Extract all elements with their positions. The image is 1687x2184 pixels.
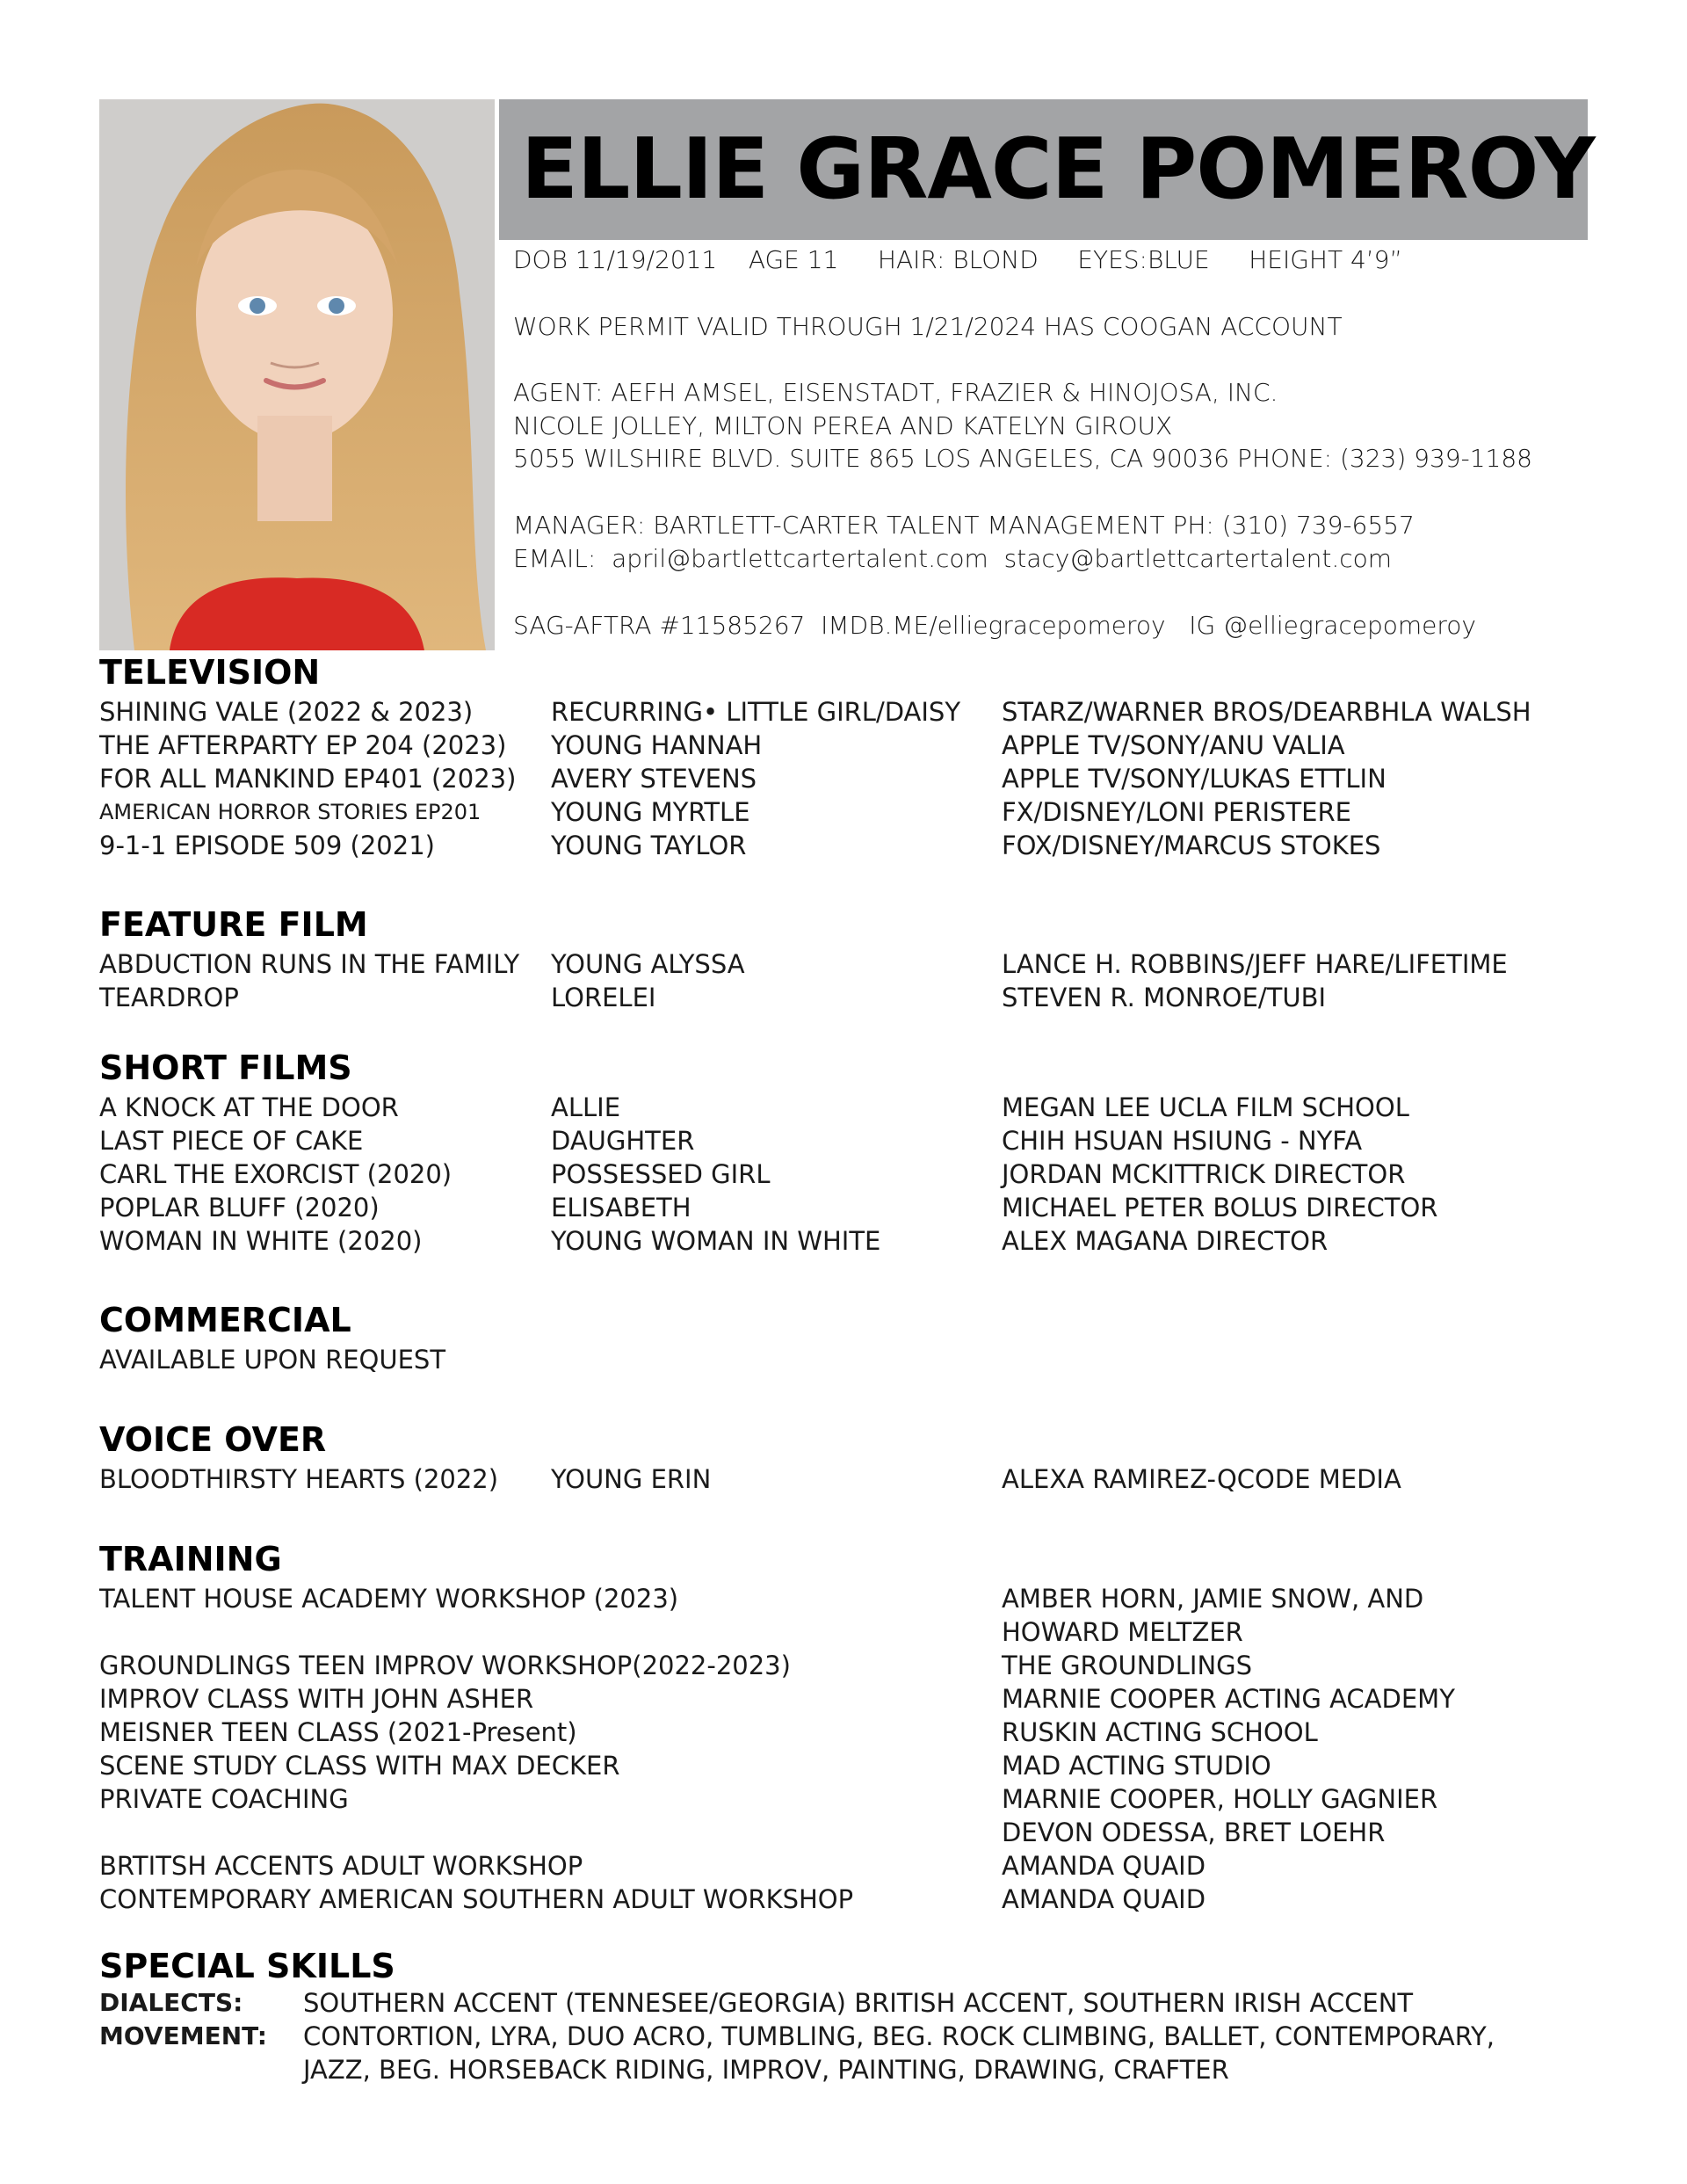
credit-row (99, 762, 1593, 795)
training-teacher: AMBER HORN, JAMIE SNOW, AND (1002, 1584, 1424, 1614)
credit-title: TEARDROP (99, 983, 239, 1012)
training-teacher: AMANDA QUAID (1002, 1851, 1206, 1881)
credit-company: MEGAN LEE UCLA FILM SCHOOL (1002, 1092, 1409, 1122)
credit-role: YOUNG MYRTLE (551, 797, 750, 827)
credit-role: LORELEI (551, 983, 656, 1012)
headshot-photo (99, 99, 495, 650)
credit-row (99, 1224, 1593, 1258)
manager-email-line: EMAIL: april@bartlettcartertalent.com stacy@bartlettcartertalent.com (513, 544, 1393, 573)
credit-title: A KNOCK AT THE DOOR (99, 1092, 399, 1122)
section-heading-voice-over: VOICE OVER (99, 1420, 327, 1459)
credit-title: AMERICAN HORROR STORIES EP201 (99, 800, 481, 824)
training-row (99, 1615, 1593, 1649)
training-row (99, 1816, 1593, 1849)
credit-row (99, 1191, 1593, 1224)
section-heading-feature-film: FEATURE FILM (99, 905, 368, 944)
training-course: CONTEMPORARY AMERICAN SOUTHERN ADULT WORKSHOP (99, 1884, 854, 1914)
credit-role: YOUNG ERIN (551, 1464, 712, 1494)
credit-row (99, 947, 1593, 981)
credit-title: WOMAN IN WHITE (2020) (99, 1226, 423, 1256)
section-heading-television: TELEVISION (99, 653, 321, 692)
credit-company: ALEXA RAMIREZ-QCODE MEDIA (1002, 1464, 1401, 1494)
credit-company: FX/DISNEY/LONI PERISTERE (1002, 797, 1351, 827)
training-row (99, 1682, 1593, 1716)
credit-title: LAST PIECE OF CAKE (99, 1126, 364, 1156)
credit-company: APPLE TV/SONY/ANU VALIA (1002, 730, 1345, 760)
credit-role: YOUNG TAYLOR (551, 831, 747, 860)
section-heading-training: TRAINING (99, 1540, 282, 1578)
credit-company: ALEX MAGANA DIRECTOR (1002, 1226, 1329, 1256)
training-row (99, 1749, 1593, 1782)
training-row (99, 1883, 1593, 1916)
training-teacher: MARNIE COOPER, HOLLY GAGNIER (1002, 1784, 1438, 1814)
manager-line-1: MANAGER: BARTLETT-CARTER TALENT MANAGEMENT PH: (310) 739-6557 (513, 511, 1415, 540)
work-permit-line: WORK PERMIT VALID THROUGH 1/21/2024 HAS COOGAN ACCOUNT (513, 312, 1343, 341)
training-row (99, 1649, 1593, 1682)
credit-company: JORDAN MCKITTRICK DIRECTOR (1002, 1159, 1406, 1189)
credit-title: SHINING VALE (2022 & 2023) (99, 697, 474, 727)
credit-role: ALLIE (551, 1092, 621, 1122)
credit-row (99, 1124, 1593, 1157)
training-course: BRTITSH ACCENTS ADULT WORKSHOP (99, 1851, 583, 1881)
section-heading-commercial: COMMERCIAL (99, 1301, 351, 1339)
agent-line-3: 5055 WILSHIRE BLVD. SUITE 865 LOS ANGELES, CA 90036 PHONE: (323) 939-1188 (513, 444, 1532, 473)
training-teacher: AMANDA QUAID (1002, 1884, 1206, 1914)
union-social-line: SAG-AFTRA #11585267 IMDB.ME/elliegracepomeroy IG @elliegracepomeroy (513, 611, 1476, 640)
credit-company: LANCE H. ROBBINS/JEFF HARE/LIFETIME (1002, 949, 1508, 979)
credit-company: STARZ/WARNER BROS/DEARBHLA WALSH (1002, 697, 1531, 727)
credit-role: YOUNG ALYSSA (551, 949, 745, 979)
credit-role: AVERY STEVENS (551, 764, 757, 794)
dialects-label: DIALECTS: (99, 1988, 243, 2017)
credit-row (99, 1343, 1593, 1376)
dialects-list: SOUTHERN ACCENT (TENNESEE/GEORGIA) BRITISH ACCENT, SOUTHERN IRISH ACCENT (303, 1988, 1414, 2018)
training-course: TALENT HOUSE ACADEMY WORKSHOP (2023) (99, 1584, 679, 1614)
credit-role: YOUNG WOMAN IN WHITE (551, 1226, 881, 1256)
training-course: GROUNDLINGS TEEN IMPROV WORKSHOP(2022-2023) (99, 1651, 791, 1680)
credit-role: YOUNG HANNAH (551, 730, 763, 760)
training-course: PRIVATE COACHING (99, 1784, 349, 1814)
training-teacher: MARNIE COOPER ACTING ACADEMY (1002, 1684, 1455, 1714)
movement-list-line-1: CONTORTION, LYRA, DUO ACRO, TUMBLING, BEG. ROCK CLIMBING, BALLET, CONTEMPORARY, (303, 2021, 1495, 2051)
credit-company: STEVEN R. MONROE/TUBI (1002, 983, 1327, 1012)
section-heading-special-skills: SPECIAL SKILLS (99, 1947, 395, 1985)
credit-role: DAUGHTER (551, 1126, 695, 1156)
credit-company: MICHAEL PETER BOLUS DIRECTOR (1002, 1193, 1438, 1223)
credit-row (99, 829, 1593, 862)
credit-row (99, 1462, 1593, 1496)
training-course: MEISNER TEEN CLASS (2021-Present) (99, 1717, 577, 1747)
name-banner (499, 99, 1595, 240)
training-row (99, 1782, 1593, 1816)
actor-name: ELLIE GRACE POMEROY (521, 121, 1595, 218)
stats-line: DOB 11/19/2011 AGE 11 HAIR: BLOND EYES:BLUE HEIGHT 4’9” (513, 245, 1402, 274)
credit-title: 9-1-1 EPISODE 509 (2021) (99, 831, 435, 860)
training-course: IMPROV CLASS WITH JOHN ASHER (99, 1684, 534, 1714)
credit-row (99, 1091, 1593, 1124)
training-teacher: THE GROUNDLINGS (1002, 1651, 1253, 1680)
agent-line-2: NICOLE JOLLEY, MILTON PEREA AND KATELYN GIROUX (513, 411, 1173, 440)
movement-label: MOVEMENT: (99, 2021, 267, 2050)
training-teacher: DEVON ODESSA, BRET LOEHR (1002, 1818, 1386, 1847)
section-heading-short-films: SHORT FILMS (99, 1048, 352, 1087)
credit-company: CHIH HSUAN HSIUNG - NYFA (1002, 1126, 1363, 1156)
credit-row (99, 795, 1593, 829)
commercial-note: AVAILABLE UPON REQUEST (99, 1345, 446, 1375)
credit-role: ELISABETH (551, 1193, 691, 1223)
credit-title: BLOODTHIRSTY HEARTS (2022) (99, 1464, 499, 1494)
credit-row (99, 981, 1593, 1014)
agent-line-1: AGENT: AEFH AMSEL, EISENSTADT, FRAZIER & HINOJOSA, INC. (513, 378, 1278, 407)
credit-title: THE AFTERPARTY EP 204 (2023) (99, 730, 507, 760)
credit-title: ABDUCTION RUNS IN THE FAMILY (99, 949, 520, 979)
credit-role: RECURRING• LITTLE GIRL/DAISY (551, 697, 961, 727)
credit-title: CARL THE EXORCIST (2020) (99, 1159, 453, 1189)
credit-title: FOR ALL MANKIND EP401 (2023) (99, 764, 517, 794)
training-teacher: MAD ACTING STUDIO (1002, 1751, 1271, 1781)
credit-row (99, 695, 1593, 729)
training-row (99, 1582, 1593, 1615)
credit-row (99, 1157, 1593, 1191)
credit-title: POPLAR BLUFF (2020) (99, 1193, 380, 1223)
training-row (99, 1849, 1593, 1883)
credit-row (99, 729, 1593, 762)
training-course: SCENE STUDY CLASS WITH MAX DECKER (99, 1751, 620, 1781)
credit-role: POSSESSED GIRL (551, 1159, 771, 1189)
training-teacher: RUSKIN ACTING SCHOOL (1002, 1717, 1318, 1747)
credit-company: FOX/DISNEY/MARCUS STOKES (1002, 831, 1381, 860)
training-teacher: HOWARD MELTZER (1002, 1617, 1243, 1647)
training-row (99, 1716, 1593, 1749)
movement-list-line-2: JAZZ, BEG. HORSEBACK RIDING, IMPROV, PAINTING, DRAWING, CRAFTER (303, 2055, 1229, 2085)
credit-company: APPLE TV/SONY/LUKAS ETTLIN (1002, 764, 1387, 794)
